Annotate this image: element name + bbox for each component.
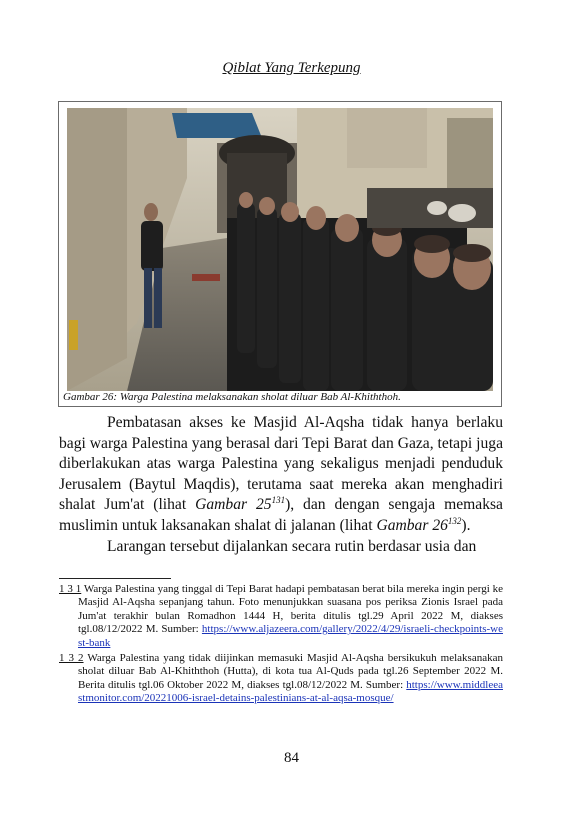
footnote-131	[59, 583, 503, 650]
footnotes	[59, 583, 503, 708]
footnote-text: Warga Palestina yang tinggal di Tepi Barat hadapi pembatasan berat bila mereka ingin pergi ke Masjid Al-Aqsha sepanjang tahun. Foto menunjukkan suasana pos periksa Zionis Israel pada Jum'at terakhir bulan Romadhon 1444 H, berita ditulis tgl.29 April 2022 M, diakses tgl.08/12/2022 M. Sumber:	[78, 583, 503, 636]
page-number: 84	[284, 750, 299, 766]
figure-caption: Gambar 26: Warga Palestina melaksanakan sholat diluar Bab Al-Khiththoh.	[63, 391, 401, 403]
figure-reference-26: Gambar 26	[376, 516, 448, 534]
footnote-link[interactable]: https://www.middleeastmonitor.com/20221006-israel-detains-palestinians-at-al-aqsa-mosque/	[78, 678, 503, 705]
footnote-number: 1 3 2	[59, 652, 84, 665]
paragraph-2: Larangan tersebut dijalankan secara rutin berdasar usia dan	[107, 537, 477, 555]
body-text	[59, 413, 503, 557]
figure	[58, 101, 502, 407]
figure-reference-25: Gambar 25	[195, 496, 272, 514]
footnote-132	[59, 652, 503, 706]
p1-text-start: Pembatasan akses ke Masjid Al-Aqsha tidak hanya berlaku bagi warga Palestina yang berasal dari Tepi Barat dan Gaza, tetapi juga diberlakukan atas warga Palestina yang sekaligus menjadi penduduk Jerusalem (Baytul Maqdis), terutama saat mereka akan menghadiri shalat Jum'at (lihat	[59, 414, 503, 514]
p1-text-end: ).	[461, 516, 471, 534]
footnote-ref-132[interactable]: 132	[447, 515, 462, 526]
p1-text-middle: ), dan dengan sengaja memaksa muslimin untuk laksanakan shalat di jalanan (lihat	[59, 496, 503, 534]
footnote-link[interactable]: https://www.aljazeera.com/gallery/2022/4/29/israeli-checkpoints-west-bank	[78, 623, 503, 649]
footnote-separator	[59, 578, 171, 579]
footnote-text: Warga Palestina yang tidak diijinkan memasuki Masjid Al-Aqsha bersikukuh melaksanakan sholat diluar Bab Al-Khiththoh (Hutta), di kota tua Al-Quds pada tgl.26 September 2022 M. Berita ditulis tgl.06 Oktober 2022 M, diakses tgl.08/12/2022 M. Sumber:	[78, 652, 503, 691]
street-prayer-photo	[67, 108, 493, 391]
running-header: Qiblat Yang Terkepung	[222, 60, 361, 76]
paragraph-1	[59, 413, 503, 537]
footnote-ref-131[interactable]: 131	[271, 495, 286, 506]
footnote-number: 1 3 1	[59, 583, 82, 595]
